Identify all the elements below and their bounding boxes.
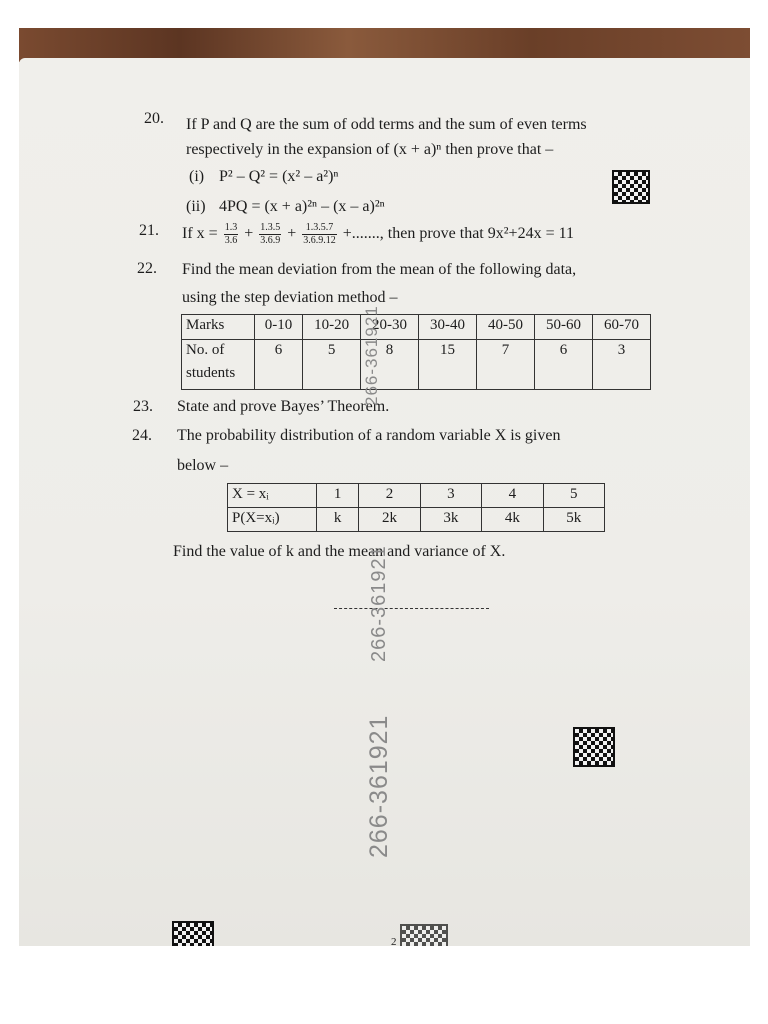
q21-fraction-1: $\frac{1.3}{3.6}$ — [224, 222, 238, 246]
q20-number: 20. — [144, 110, 164, 127]
q24-number: 24. — [132, 427, 152, 444]
q21-plus-2: + — [287, 225, 297, 243]
photo-frame — [19, 28, 750, 946]
q24-x-value: 3 — [420, 484, 481, 508]
q23-number: 23. — [133, 398, 153, 415]
q22-header-label: Marks — [182, 315, 255, 340]
barcode-icon — [573, 727, 615, 767]
q22-class-cell: 0-10 — [255, 315, 303, 340]
q22-class-cell: 40-50 — [477, 315, 535, 340]
q22-class-cell: 50-60 — [534, 315, 592, 340]
q24-table — [227, 483, 605, 532]
q22-frequency-cell: 7 — [477, 340, 535, 390]
q22-frequency-cell: 6 — [255, 340, 303, 390]
end-divider — [334, 608, 489, 609]
q22-line1: Find the mean deviation from the mean of the following data, — [182, 261, 577, 278]
q22-frequency-cell: 8 — [361, 340, 419, 390]
q24-p-value: 4k — [482, 508, 543, 532]
q23-text: State and prove Bayes’ Theorem. — [177, 398, 390, 415]
q24-x-value: 1 — [317, 484, 359, 508]
q22-number: 22. — [137, 260, 157, 277]
q24-p-value: 5k — [543, 508, 604, 532]
q24-p-value: 2k — [359, 508, 420, 532]
q20-part-ii-label: (ii) — [186, 198, 206, 215]
q22-line2: using the step deviation method – — [182, 289, 398, 306]
q21-number: 21. — [139, 222, 159, 239]
q20-line1: If P and Q are the sum of odd terms and the sum of even terms — [186, 116, 587, 133]
watermark-large: 266-361921 — [365, 714, 393, 858]
q22-table — [181, 314, 651, 390]
q22-frequency-cell: 3 — [592, 340, 650, 390]
page-number-fragment: 2 — [391, 936, 397, 946]
barcode-icon — [612, 170, 650, 204]
q20-part-i-label: (i) — [189, 168, 205, 185]
q21-fraction-3: $\frac{1.3.5.7}{3.6.9.12}$ — [303, 222, 336, 246]
barcode-icon — [172, 921, 214, 946]
q21-equation — [182, 222, 574, 247]
q21-suffix: +......., then prove that 9x²+24x = 11 — [342, 225, 574, 243]
q22-frequency-cell: 6 — [534, 340, 592, 390]
q24-x-value: 4 — [482, 484, 543, 508]
q24-x-value: 2 — [359, 484, 420, 508]
q22-class-cell: 20-30 — [361, 315, 419, 340]
q20-part-i: P² – Q² = (x² – a²)ⁿ — [219, 168, 339, 185]
q24-line2: below – — [177, 457, 229, 474]
q24-p-value: k — [317, 508, 359, 532]
wooden-surface — [19, 28, 750, 62]
watermark-small: 266-361921 — [362, 305, 381, 406]
q21-fraction-2: $\frac{1.3.5}{3.6.9}$ — [260, 222, 281, 246]
q22-class-cell: 30-40 — [419, 315, 477, 340]
q20-part-ii: 4PQ = (x + a)²ⁿ – (x – a)²ⁿ — [219, 198, 385, 215]
q22-class-cell: 10-20 — [303, 315, 361, 340]
q24-x-label: X = xᵢ — [228, 484, 317, 508]
q24-x-value: 5 — [543, 484, 604, 508]
q21-plus-1: + — [244, 225, 254, 243]
q22-row-label: No. of students — [182, 340, 255, 390]
q22-class-cell: 60-70 — [592, 315, 650, 340]
q24-line1: The probability distribution of a random variable X is given — [177, 427, 561, 444]
q24-closing: Find the value of k and the mean and variance of X. — [173, 543, 506, 560]
q22-frequency-cell: 5 — [303, 340, 361, 390]
q24-p-label: P(X=xᵢ) — [228, 508, 317, 532]
q20-line2: respectively in the expansion of (x + a)ⁿ then prove that – — [186, 141, 554, 158]
watermark-mid: 266-361921 — [368, 545, 390, 662]
q24-p-value: 3k — [420, 508, 481, 532]
q21-prefix: If x = — [182, 225, 218, 243]
q22-frequency-cell: 15 — [419, 340, 477, 390]
barcode-icon — [400, 924, 448, 946]
